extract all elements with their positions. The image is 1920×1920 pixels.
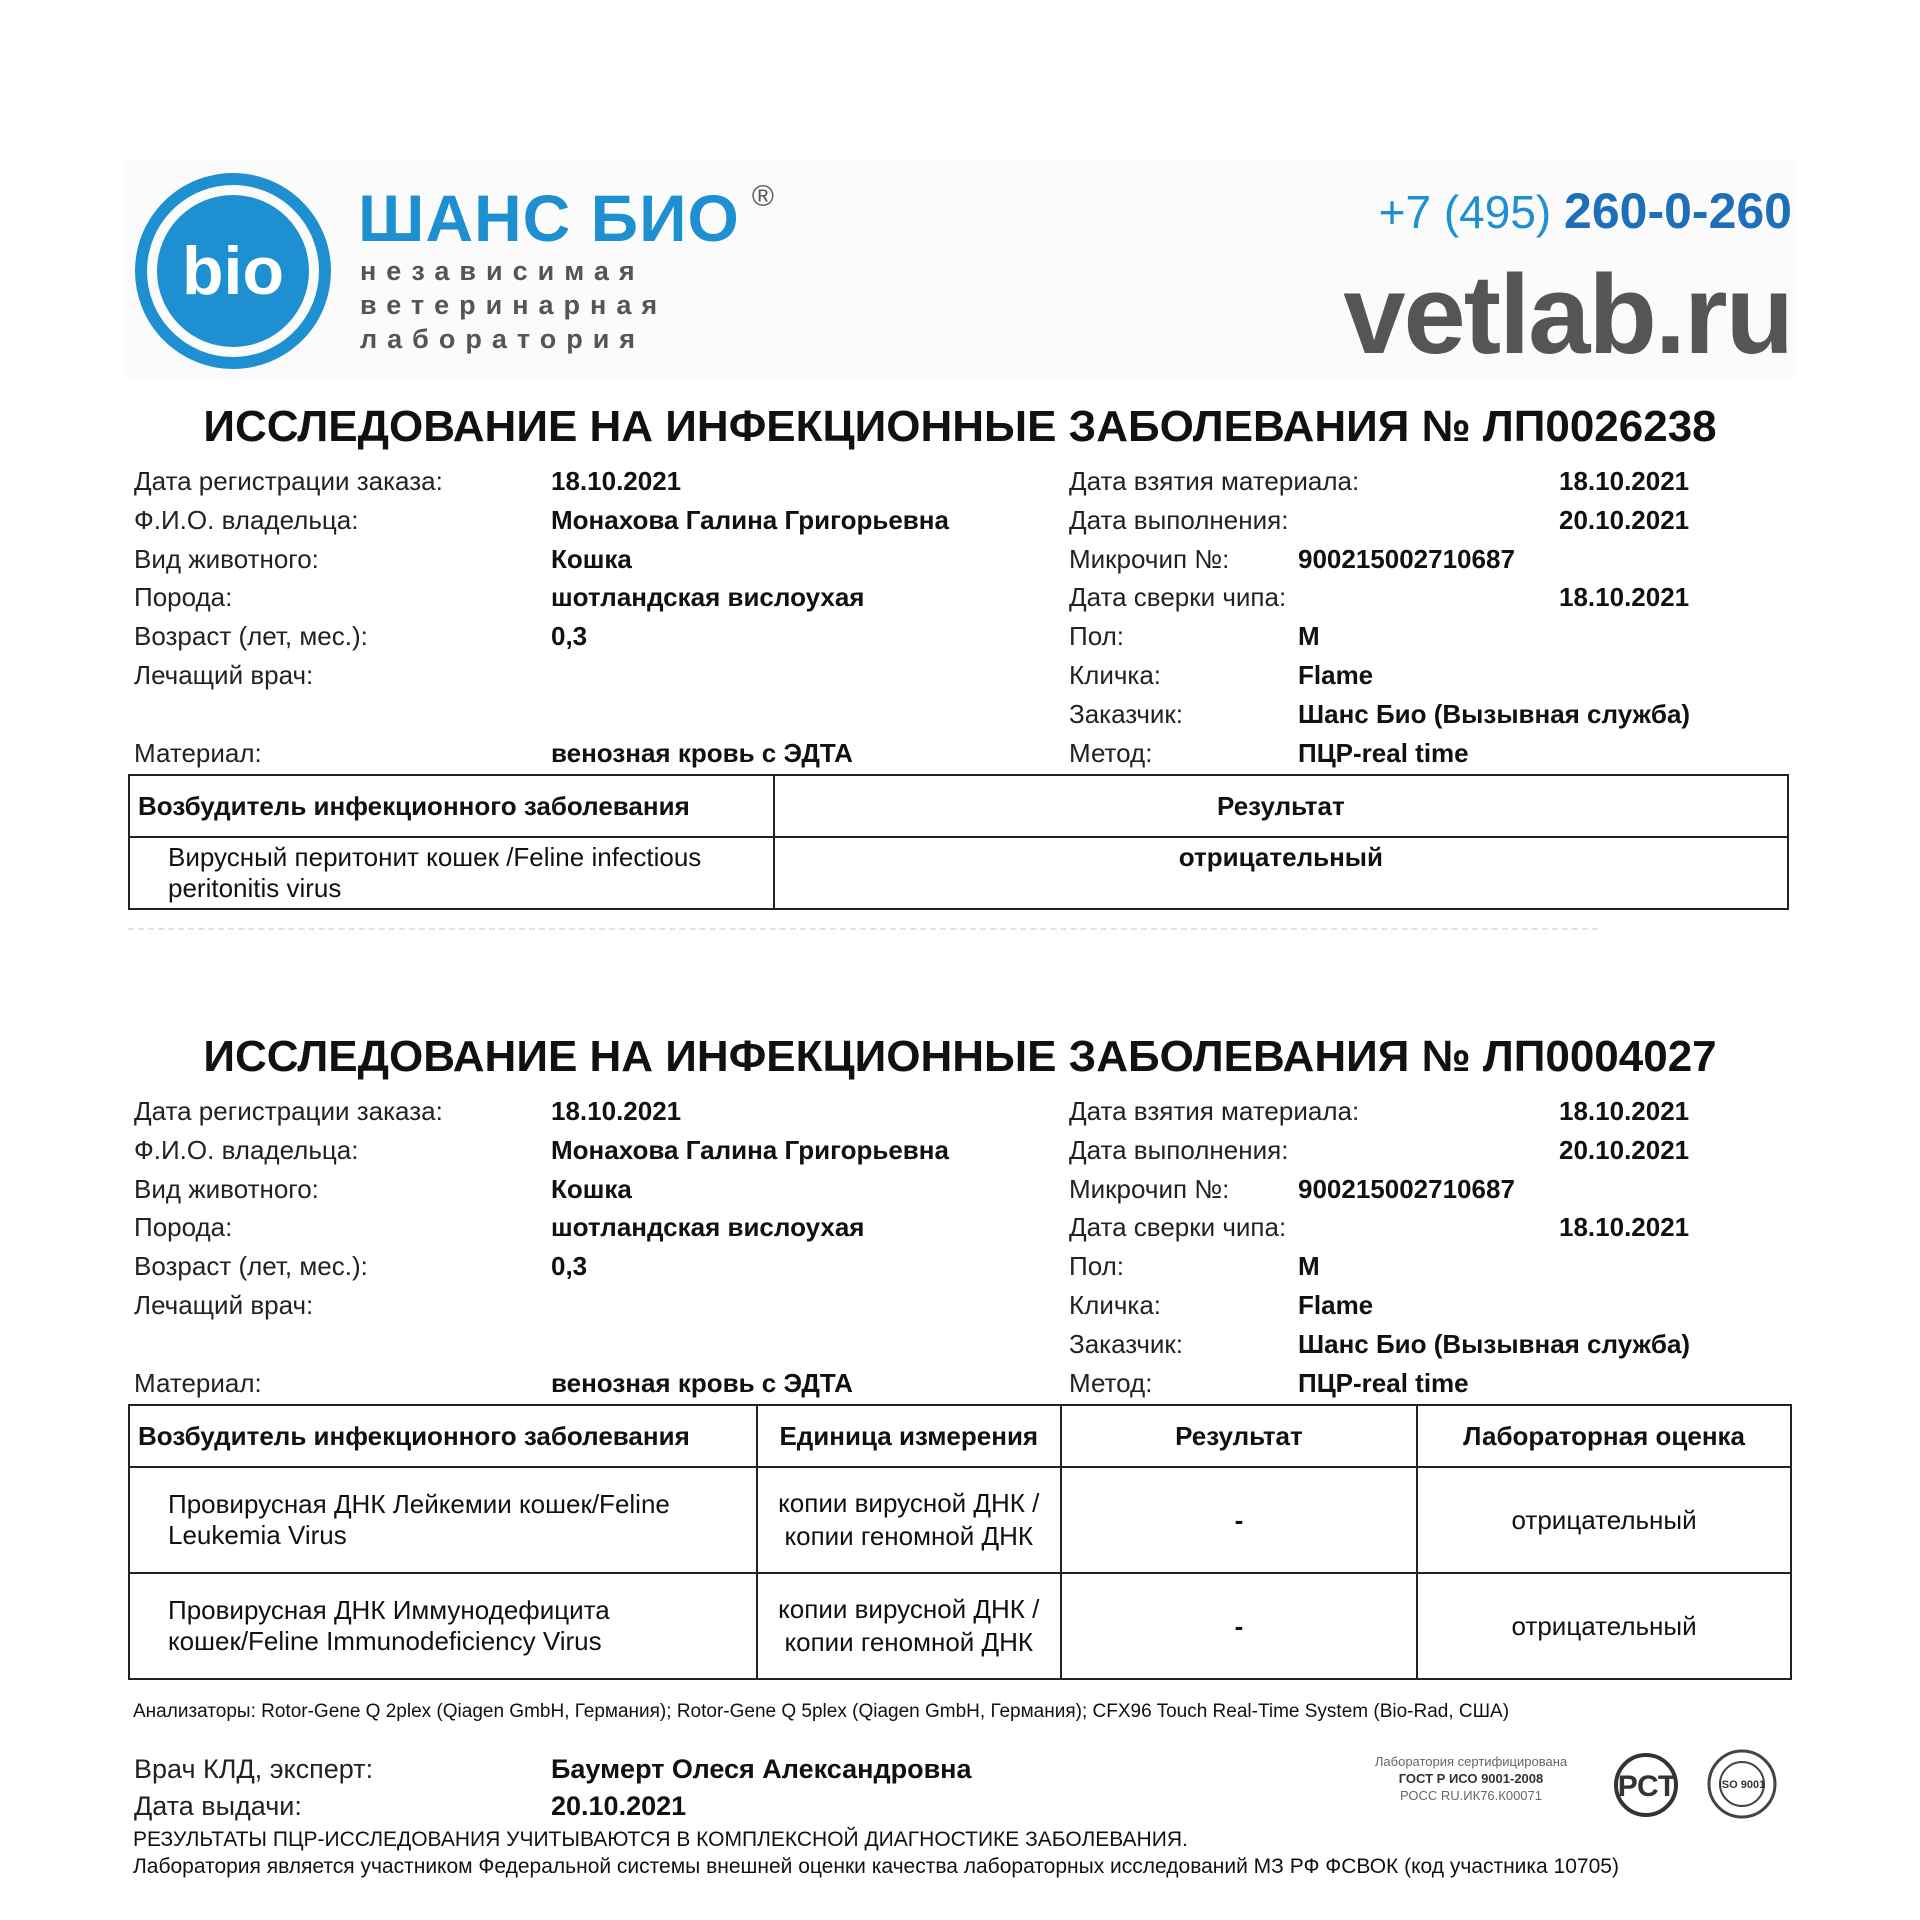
field-label: Пол:: [1069, 1251, 1124, 1282]
table-header-row: [129, 775, 1788, 837]
field-value: 18.10.2021: [551, 1096, 682, 1126]
field-value: Монахова Галина Григорьевна: [551, 1134, 949, 1165]
field-value: М: [1298, 1251, 1320, 1282]
field-label: Лечащий врач:: [134, 1290, 314, 1320]
field-value: Flame: [1298, 1290, 1374, 1320]
certification-text: Лаборатория сертифицирована ГОСТ Р ИСО 9001-2008 РОСС RU.ИК76.К00071: [1374, 1754, 1568, 1803]
field-label: Микрочип №:: [1069, 543, 1230, 574]
field-label: Порода:: [134, 1212, 233, 1243]
analyzers: Анализаторы: Rotor-Gene Q 2plex (Qiagen GmbH, Германия); Rotor-Gene Q 5plex (Qiagen GmbH, Германия); CFX96 Touch Real-Time System (Bio-Rad, США): [133, 1701, 1510, 1722]
column-header: Результат: [1061, 1405, 1417, 1467]
field-value: М: [1298, 621, 1320, 652]
method-label: Метод:: [1069, 738, 1153, 768]
table-row: [129, 837, 1788, 909]
column-header: Единица измерения: [757, 1405, 1061, 1467]
note-fsvok: Лаборатория является участником Федеральной системы внешней оценки качества лабораторных исследований МЗ РФ ФСВОК (код участника 10705): [133, 1855, 1619, 1878]
method-label: Метод:: [1069, 1368, 1153, 1398]
divider: [128, 928, 1598, 930]
result-cell: -: [1061, 1467, 1417, 1573]
field-value: 18.10.2021: [1559, 582, 1690, 613]
unit-cell: копии вирусной ДНК / копии геномной ДНК: [757, 1467, 1061, 1573]
field-label: Лечащий врач:: [134, 660, 314, 690]
report-title: ИССЛЕДОВАНИЕ НА ИНФЕКЦИОННЫЕ ЗАБОЛЕВАНИЯ № ЛП0004027: [203, 1032, 1717, 1081]
table-row: [129, 1573, 1791, 1679]
column-header: Лабораторная оценка: [1417, 1405, 1791, 1467]
field-label: Микрочип №:: [1069, 1173, 1230, 1204]
field-label: Дата выполнения:: [1069, 504, 1289, 535]
field-value: 0,3: [551, 621, 588, 652]
report-title: ИССЛЕДОВАНИЕ НА ИНФЕКЦИОННЫЕ ЗАБОЛЕВАНИЯ № ЛП0026238: [203, 402, 1717, 451]
field-label: Кличка:: [1069, 660, 1162, 690]
field-value: 0,3: [551, 1251, 588, 1282]
field-label: Дата регистрации заказа:: [134, 466, 443, 496]
field-label: Возраст (лет, мес.):: [134, 621, 368, 652]
tagline-3: лаборатория: [360, 324, 646, 354]
method-value: ПЦР-real time: [1298, 738, 1469, 768]
field-value: 18.10.2021: [551, 466, 682, 496]
issue-date: 20.10.2021: [551, 1791, 687, 1821]
results-table: [128, 1404, 1792, 1680]
field-value: 18.10.2021: [1559, 1096, 1690, 1126]
column-header: Результат: [774, 775, 1788, 837]
unit-cell: копии вирусной ДНК / копии геномной ДНК: [757, 1573, 1061, 1679]
svg-text:bio: bio: [182, 233, 284, 309]
tagline-2: ветеринарная: [360, 290, 668, 320]
tagline-1: независимая: [360, 256, 645, 286]
svg-text:ISO 9001: ISO 9001: [1718, 1779, 1766, 1791]
field-label: Порода:: [134, 582, 233, 613]
pathogen-cell: Провирусная ДНК Иммунодефицита кошек/Feline Immunodeficiency Virus: [129, 1573, 757, 1679]
pathogen-cell: Провирусная ДНК Лейкемии кошек/Feline Leukemia Virus: [129, 1467, 757, 1573]
result-cell: отрицательный: [774, 837, 1788, 909]
website: vetlab.ru: [1343, 252, 1792, 377]
issue-label: Дата выдачи:: [134, 1791, 302, 1821]
field-value: шотландская вислоухая: [551, 582, 865, 613]
field-value: Шанс Био (Вызывная служба): [1298, 698, 1691, 729]
field-value: Шанс Био (Вызывная служба): [1298, 1328, 1691, 1359]
column-header: Возбудитель инфекционного заболевания: [129, 1405, 757, 1467]
field-label: Ф.И.О. владельца:: [134, 504, 359, 535]
field-label: Вид животного:: [134, 543, 319, 574]
field-value: шотландская вислоухая: [551, 1212, 865, 1243]
field-label: Дата сверки чипа:: [1069, 1212, 1287, 1243]
field-value: 20.10.2021: [1559, 504, 1690, 535]
note-pcr: РЕЗУЛЬТАТЫ ПЦР-ИССЛЕДОВАНИЯ УЧИТЫВАЮТСЯ В КОМПЛЕКСНОЙ ДИАГНОСТИКЕ ЗАБОЛЕВАНИЯ.: [133, 1828, 1188, 1851]
phone: +7 (495) 260-0-260: [1378, 183, 1792, 239]
field-label: Пол:: [1069, 621, 1124, 652]
doctor-label: Врач КЛД, эксперт:: [134, 1754, 374, 1784]
table-header-row: [129, 1405, 1791, 1467]
field-label: Дата взятия материала:: [1069, 1096, 1360, 1126]
iso-mark-icon: [1706, 1748, 1778, 1820]
field-value: 900215002710687: [1298, 1173, 1515, 1204]
field-value: 900215002710687: [1298, 543, 1515, 574]
field-label: Заказчик:: [1069, 698, 1184, 729]
results-table: [128, 774, 1789, 910]
field-label: Ф.И.О. владельца:: [134, 1134, 359, 1165]
doctor-name: Баумерт Олеся Александровна: [551, 1754, 972, 1784]
material-value: венозная кровь с ЭДТА: [551, 1368, 853, 1398]
field-label: Заказчик:: [1069, 1328, 1184, 1359]
field-value: Кошка: [551, 543, 632, 574]
field-label: Дата выполнения:: [1069, 1134, 1289, 1165]
material-label: Материал:: [134, 1368, 262, 1398]
field-value: 18.10.2021: [1559, 1212, 1690, 1243]
result-cell: -: [1061, 1573, 1417, 1679]
field-label: Вид животного:: [134, 1173, 319, 1204]
field-label: Дата взятия материала:: [1069, 466, 1360, 496]
bio-logo-icon: [134, 172, 332, 370]
pathogen-cell: Вирусный перитонит кошек /Feline infectious peritonitis virus: [129, 837, 774, 909]
field-label: Возраст (лет, мес.):: [134, 1251, 368, 1282]
assessment-cell: отрицательный: [1417, 1573, 1791, 1679]
material-label: Материал:: [134, 738, 262, 768]
material-value: венозная кровь с ЭДТА: [551, 738, 853, 768]
column-header: Возбудитель инфекционного заболевания: [129, 775, 774, 837]
field-value: 20.10.2021: [1559, 1134, 1690, 1165]
gost-mark-icon: [1611, 1750, 1701, 1820]
field-label: Дата сверки чипа:: [1069, 582, 1287, 613]
field-value: 18.10.2021: [1559, 466, 1690, 496]
svg-text:РСТ: РСТ: [1617, 1770, 1677, 1803]
assessment-cell: отрицательный: [1417, 1467, 1791, 1573]
method-value: ПЦР-real time: [1298, 1368, 1469, 1398]
field-value: Монахова Галина Григорьевна: [551, 504, 949, 535]
field-label: Кличка:: [1069, 1290, 1162, 1320]
brand-name: ШАНС БИО ®: [358, 180, 775, 255]
field-label: Дата регистрации заказа:: [134, 1096, 443, 1126]
field-value: Кошка: [551, 1173, 632, 1204]
field-value: Flame: [1298, 660, 1374, 690]
table-row: [129, 1467, 1791, 1573]
